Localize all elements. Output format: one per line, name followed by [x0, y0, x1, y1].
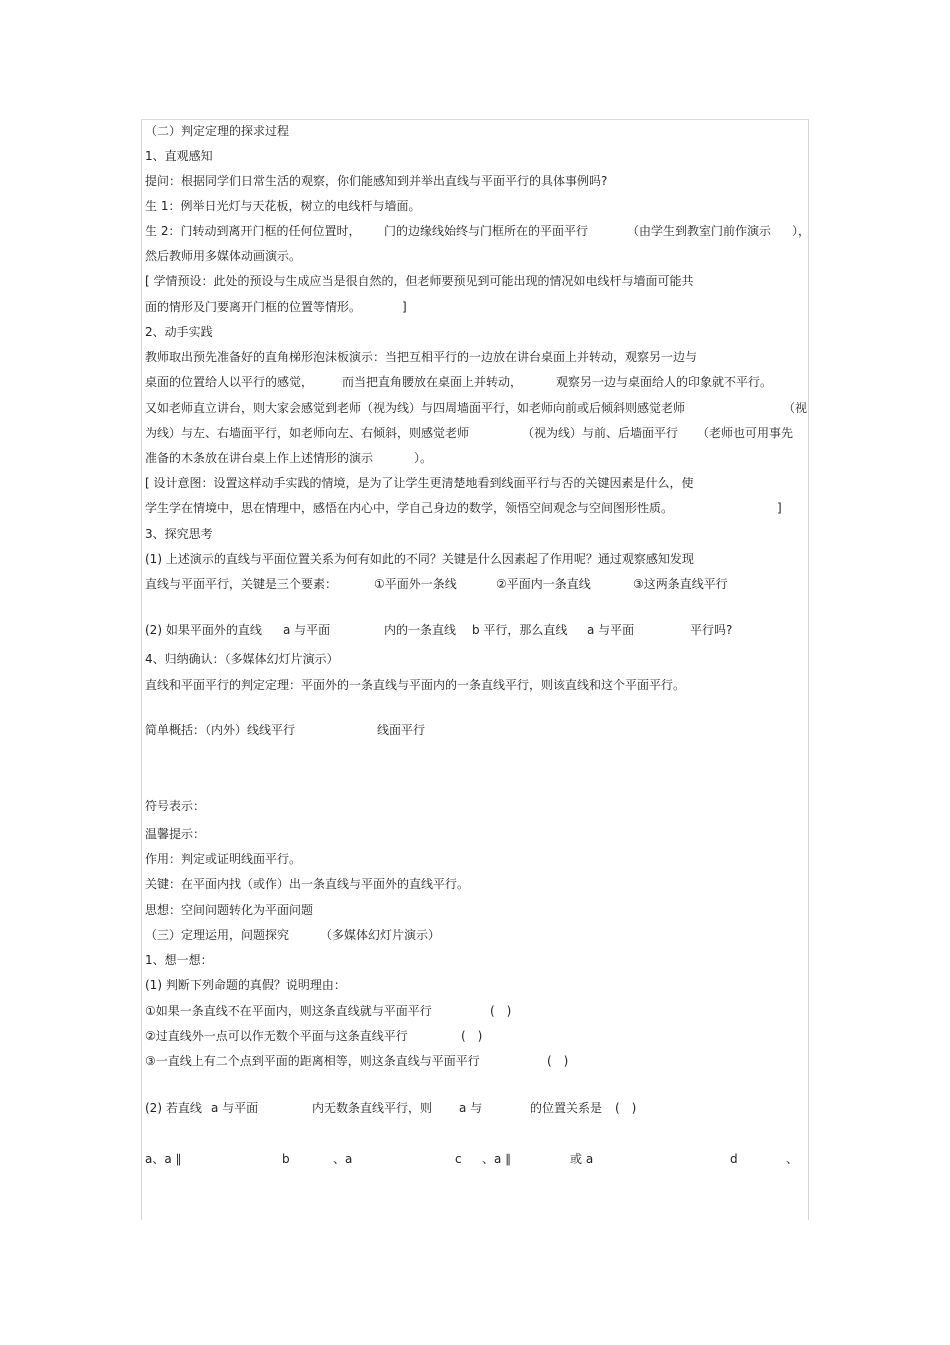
idea-text: 思想：空间问题转化为平面问题	[145, 903, 314, 917]
item-part: ①如果一条直线不在平面内，则这条直线就与平面平行	[145, 1004, 432, 1018]
item-part: ②过直线外一点可以作无数个平面与这条直线平行	[145, 1029, 408, 1043]
demo-part: 桌面的位置给人以平行的感觉，	[145, 375, 314, 389]
demo-part: 观察另一边与桌面给人的印象就不平行。	[556, 375, 773, 389]
key-text: 关键：在平面内找（或作）出一条直线与平面外的直线平行。	[145, 877, 470, 891]
intent-part: 学生学在情境中，思在情理中，感悟在内心中，学自己身边的数学，领悟空间观念与空间图形性质。	[145, 501, 674, 515]
question-2-part: (2) 如果平面外的直线	[145, 623, 262, 637]
item-part: ( )	[490, 1004, 512, 1018]
preset-part: ]	[402, 300, 407, 314]
item-part: ( )	[547, 1054, 569, 1068]
theorem-text: 直线和平面平行的判定定理：平面外的一条直线与平面内的一条直线平行，则该直线和这个平面平行。	[145, 678, 686, 692]
demo-part: 准备的木条放在讲台桌上作上述情形的演示	[145, 451, 374, 465]
summary-part: 简单概括：（内外）线线平行	[145, 723, 296, 737]
demo-part: 为线）与左、右墙面平行，如老师向左、右倾斜，则感觉老师	[145, 426, 470, 440]
question-2-part: b 平行，那么直线	[472, 623, 568, 637]
option-part: 、a ∥	[482, 1152, 512, 1166]
option-part: 、	[786, 1152, 799, 1166]
student-2-part: 门的边缘线始终与门框所在的平面平行	[384, 224, 589, 238]
option-part: b	[282, 1152, 290, 1166]
question-1-text: (1) 上述演示的直线与平面位置关系为何有如此的不同？关键是什么因素起了作用呢？通过观察感知发现	[145, 552, 694, 566]
preset-part: 面的情形及门要离开门框的位置等情形。	[145, 300, 362, 314]
question-2-part: 内的一条直线	[384, 623, 457, 637]
demo-part: 又如老师直立讲台，则大家会感觉到老师（视为线）与四周墙面平行，如老师向前或后倾斜则感觉老师	[145, 401, 686, 415]
tips-label: 温馨提示：	[145, 827, 206, 841]
student-2-part: 生 2：门转动到离开门框的任何位置时，	[145, 224, 361, 238]
student-2-part: ），	[792, 224, 811, 238]
demo-part: （老师也可用事先	[697, 426, 794, 440]
item-part: ③一直线上有二个点到平面的距离相等，则这条直线与平面平行	[145, 1054, 480, 1068]
option-part: c	[455, 1152, 462, 1166]
demo-part: （视	[783, 401, 808, 415]
student-1-text: 生 1：例举日光灯与天花板，树立的电线杆与墙面。	[145, 199, 421, 213]
element-part: ②平面内一条直线	[496, 577, 591, 591]
demo-part: ）。	[414, 451, 433, 465]
symbol-label: 符号表示：	[145, 799, 206, 813]
element-part: ①平面外一条线	[374, 577, 457, 591]
question-2-part: a 与平面	[587, 623, 635, 637]
question-22-part: (2) 若直线	[145, 1101, 202, 1115]
judge-text: (1) 判断下列命题的真假？说明理由：	[145, 978, 346, 992]
element-part: 直线与平面平行，关键是三个要素：	[145, 577, 338, 591]
demo-part: （视为线）与前、后墙面平行	[522, 426, 679, 440]
question-2-part: 平行吗?	[690, 623, 733, 637]
section-3-part: （多媒体幻灯片演示）	[320, 928, 441, 942]
item-part: ( )	[461, 1029, 483, 1043]
question-22-part: a 与	[459, 1101, 483, 1115]
demo-line-1: 教师取出预先准备好的直角梯形泡沫板演示：当把互相平行的一边放在讲台桌面上并转动，观察另一边与	[145, 350, 698, 364]
question-text: 提问：根据同学们日常生活的观察，你们能感知到并举出直线与平面平行的具体事例吗?	[145, 174, 608, 188]
intent-part: ]	[777, 501, 782, 515]
element-part: ③这两条直线平行	[633, 577, 728, 591]
demo-part: 而当把直角腰放在桌面上并转动，	[342, 375, 523, 389]
question-22-part: ( )	[615, 1101, 637, 1115]
question-22-part: a 与平面	[211, 1101, 259, 1115]
question-22-part: 内无数条直线平行，则	[312, 1101, 433, 1115]
question-22-part: 的位置关系是	[530, 1101, 603, 1115]
part-1-title: 1、直观感知	[145, 149, 213, 163]
option-part: d	[730, 1152, 738, 1166]
part-4-title: 4、归纳确认：（多媒体幻灯片演示）	[145, 652, 339, 666]
part-2-title: 2、动手实践	[145, 325, 213, 339]
question-2-part: a 与平面	[283, 623, 331, 637]
part-3-title: 3、探究思考	[145, 527, 213, 541]
summary-part: 线面平行	[377, 723, 426, 737]
section-3-part: （三）定理运用，问题探究	[145, 928, 290, 942]
student-2-continued: 然后教师用多媒体动画演示。	[145, 249, 302, 263]
intent-line-1: [ 设计意图：设置这样动手实践的情境，是为了让学生更清楚地看到线面平行与否的关键因素是什么，使	[145, 476, 694, 490]
preset-line-1: [ 学情预设：此处的预设与生成应当是很自然的，但老师要预见到可能出现的情况如电线杆与墙面可能共	[145, 274, 694, 288]
effect-text: 作用：判定或证明线面平行。	[145, 852, 302, 866]
think-title: 1、想一想：	[145, 953, 213, 967]
option-part: 或 a	[570, 1152, 594, 1166]
option-part: a、a ∥	[145, 1152, 182, 1166]
student-2-part: （由学生到教室门前作演示	[627, 224, 772, 238]
section-2-title: （二）判定定理的探求过程	[145, 124, 290, 138]
option-part: 、a	[333, 1152, 353, 1166]
